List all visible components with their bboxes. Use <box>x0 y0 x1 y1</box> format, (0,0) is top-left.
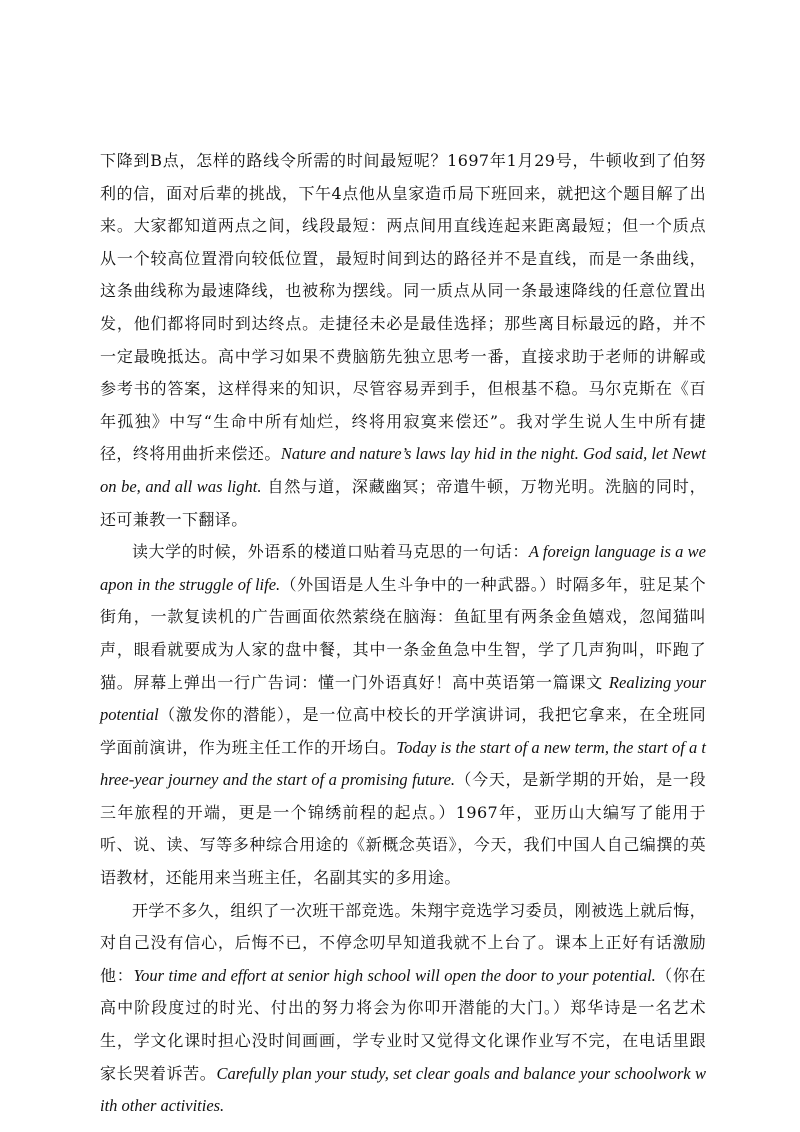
text-run: （今天，是新学期的开始，是一段三年旅程的开端，更是一个锦绣前程的起点。）1967年，亚历山大编写了能用于听、说、读、写等多种综合用途的《新概念英语》，今天，我们中国人自己编撰的英语教材，还能用来当班主任，名副其实的多用途。 <box>100 770 706 888</box>
text-run: （你在高中阶段度过的时光、付出的努力将会为你叩开潜能的大门。）郑华诗是一名艺术生，学文化课时担心没时间画画，学专业时又觉得文化课作业写不完，在电话里跟家长哭着诉苦。 <box>100 965 706 1083</box>
english-quote: Nature and nature’s laws lay hid in the night. God said, let Newton be, and all was light. <box>100 444 706 496</box>
english-quote: Today is the start of a new term, the start of a three-year journey and the start of a promising future. <box>100 737 707 790</box>
text-run: 下降到B点，怎样的路线令所需的时间最短呢？1697年1月29号，牛顿收到了伯努利的信，面对后辈的挑战，下午4点他从皇家造币局下班回来，就把这个题目解了出来。大家都知道两点之间，线段最短：两点间用直线连起来距离最短；但一个质点从一个较高位置滑向较低位置，最短时间到达的路径并不是直线，而是一条曲线，这条曲线称为最速降线，也被称为摆线。同一质点从同一条最速降线的任意位置出发，他们都将同时到达终点。走捷径未必是最佳选择；那些离目标最远的路，并不一定最晚抵达。高中学习如果不费脑筋先独立思考一番，直接求助于老师的讲解或参考书的答案，这样得来的知识，尽管容易弄到手，但根基不稳。马尔克斯在《百年孤独》中写“生命中所有灿烂，终将用寂寞来偿还”。我对学生说人生中所有捷径，终将用曲折来偿还。 <box>100 151 706 464</box>
english-quote: Carefully plan your study, set clear goals and balance your schoolwork with other activities. <box>100 1063 706 1116</box>
text-run: （外国语是人生斗争中的一种武器。）时隔多年，驻足某个街角，一款复读机的广告画面依然萦绕在脑海：鱼缸里有两条金鱼嬉戏，忽闻猫叫声，眼看就要成为人家的盘中餐，其中一条金鱼急中生智，学了几声狗叫，吓跑了猫。屏幕上弹出一行广告词：懂一门外语真好！高中英语第一篇课文 <box>100 574 706 692</box>
text-run: 开学不多久，组织了一次班干部竞选。朱翔宇竞选学习委员，刚被选上就后悔，对自己没有信心，后悔不已，不停念叨早知道我就不上台了。课本上正好有话激励他： <box>100 900 707 985</box>
document-page <box>100 145 706 1123</box>
text-run: （激发你的潜能），是一位高中校长的开学演讲词，我把它拿来，在全班同学面前演讲，作为班主任工作的开场白。 <box>100 705 706 757</box>
english-quote: A foreign language is a weapon in the struggle of life. <box>100 542 706 594</box>
english-quote: Your time and effort at senior high school will open the door to your potential. <box>133 965 656 985</box>
paragraph-brachistochrone <box>100 145 706 536</box>
text-run: 自然与道，深藏幽冥；帝遣牛顿，万物光明。洗脑的同时，还可兼教一下翻译。 <box>100 476 707 529</box>
text-run: 读大学的时候，外语系的楼道口贴着马克思的一句话： <box>132 542 529 562</box>
english-quote: Realizing your potential <box>100 672 706 725</box>
paragraph-foreign-language <box>100 536 706 895</box>
paragraph-class-election <box>100 895 706 1123</box>
